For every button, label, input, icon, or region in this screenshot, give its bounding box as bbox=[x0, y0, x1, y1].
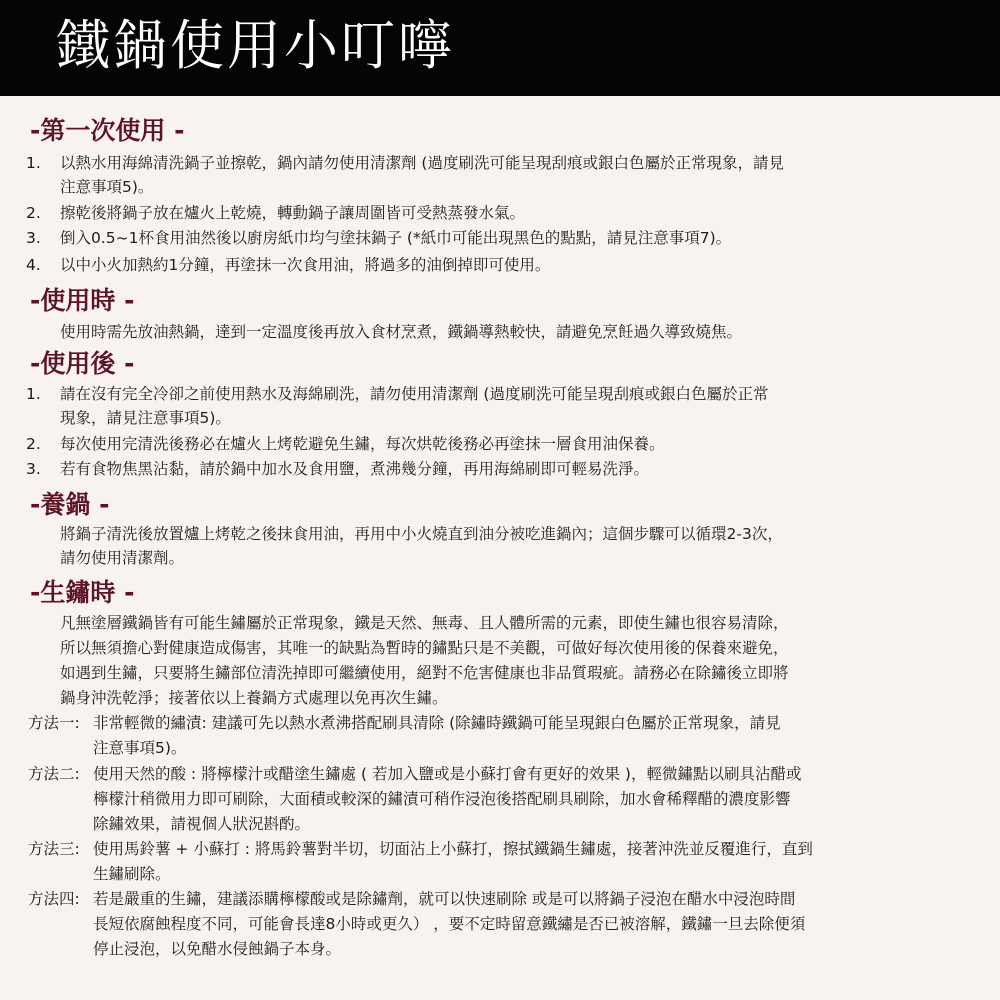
paragraph-line: 鍋身沖洗乾淨；接著依以上養鍋方式處理以免再次生鏽。 bbox=[60, 689, 448, 707]
list-item-text: 擦乾後將鍋子放在爐火上乾燒，轉動鍋子讓周圍皆可受熱蒸發水氣。 bbox=[60, 204, 526, 222]
paragraph-line: 所以無須擔心對健康造成傷害，其唯一的缺點為暫時的鏽點只是不美觀，可做好每次使用後的保養來避免， bbox=[60, 639, 789, 657]
list-number: 3. bbox=[26, 229, 41, 247]
method-text: 檸檬汁稍微用力即可刷除，大面積或較深的鏽漬可稍作浸泡後搭配刷具刷除，加水會稀釋醋的濃度影響 bbox=[93, 790, 791, 808]
list-number: 1. bbox=[26, 154, 41, 172]
section-heading-after-use: -使用後 - bbox=[30, 349, 135, 378]
page-title: 鐵鍋使用小叮嚀 bbox=[56, 14, 455, 77]
list-item-text: 每次使用完清洗後務必在爐火上烤乾避免生鏽，每次烘乾後務必再塗抹一層食用油保養。 bbox=[60, 435, 665, 453]
list-number: 1. bbox=[26, 385, 41, 403]
paragraph-line: 如遇到生鏽，只要將生鏽部位清洗掉即可繼續使用，絕對不危害健康也非品質瑕疵。請務必在除鏽後立即將 bbox=[60, 664, 789, 682]
method-label: 方法四: bbox=[28, 890, 80, 908]
list-item-text: 以熱水用海綿清洗鍋子並擦乾，鍋內請勿使用清潔劑 (過度刷洗可能呈現刮痕或銀白色屬於正常現象，請見 bbox=[60, 154, 784, 172]
method-text: 長短依腐蝕程度不同，可能會長達8小時或更久） ，要不定時留意鐵繡是否已被溶解，鐵鏽一旦去除便須 bbox=[93, 915, 806, 933]
method-text: 生鏽刷除。 bbox=[93, 865, 171, 883]
list-item-text: 注意事項5)。 bbox=[60, 178, 154, 196]
section-heading-during-use: -使用時 - bbox=[30, 286, 135, 315]
list-number: 3. bbox=[26, 460, 41, 478]
method-text: 除鏽效果，請視個人狀況斟酌。 bbox=[93, 815, 311, 833]
list-item-text: 倒入0.5~1杯食用油然後以廚房紙巾均勻塗抹鍋子 (*紙巾可能出現黑色的點點，請見注意事項7)。 bbox=[60, 229, 732, 247]
list-item-text: 若有食物焦黑沾黏，請於鍋中加水及食用鹽，煮沸幾分鐘，再用海綿刷即可輕易洗淨。 bbox=[60, 460, 650, 478]
list-number: 2. bbox=[26, 435, 41, 453]
list-number: 4. bbox=[26, 256, 41, 274]
method-text: 若是嚴重的生鏽，建議添購檸檬酸或是除鏽劑，就可以快速刷除 或是可以將鍋子浸泡在醋水中浸泡時間 bbox=[93, 890, 796, 908]
method-label: 方法一: bbox=[28, 714, 80, 732]
list-item-text: 現象，請見注意事項5)。 bbox=[60, 409, 231, 427]
section-heading-first-use: -第一次使用 - bbox=[30, 116, 185, 145]
paragraph-line: 凡無塗層鐵鍋皆有可能生鏽屬於正常現象，鐵是天然、無毒、且人體所需的元素，即使生鏽也很容易清除， bbox=[60, 614, 789, 632]
list-number: 2. bbox=[26, 204, 41, 222]
paragraph-line: 請勿使用清潔劑。 bbox=[60, 549, 185, 567]
method-text: 停止浸泡，以免醋水侵蝕鍋子本身。 bbox=[93, 940, 342, 958]
section-heading-seasoning: -養鍋 - bbox=[30, 490, 110, 519]
method-text: 使用馬鈴薯 + 小蘇打 : 將馬鈴薯對半切，切面沾上小蘇打，擦拭鐵鍋生鏽處，接著沖洗並反覆進行，直到 bbox=[93, 840, 813, 858]
list-item-text: 以中小火加熱約1分鐘，再塗抹一次食用油，將過多的油倒掉即可使用。 bbox=[60, 256, 551, 274]
method-text: 注意事項5)。 bbox=[93, 739, 187, 757]
method-text: 使用天然的酸 : 將檸檬汁或醋塗生鏽處 ( 若加入鹽或是小蘇打會有更好的效果 )，輕微鏽點以刷具沾醋或 bbox=[93, 765, 802, 783]
title-banner bbox=[0, 0, 1000, 96]
paragraph-line: 將鍋子清洗後放置爐上烤乾之後抹食用油，再用中小火燒直到油分被吃進鍋內；這個步驟可以循環2-3次， bbox=[60, 525, 783, 543]
method-text: 非常輕微的繡漬: 建議可先以熱水煮沸搭配刷具清除 (除鏽時鐵鍋可能呈現銀白色屬於正常現象，請見 bbox=[93, 714, 781, 732]
method-label: 方法二: bbox=[28, 765, 80, 783]
section-heading-rust: -生鏽時 - bbox=[30, 578, 135, 607]
method-label: 方法三: bbox=[28, 840, 80, 858]
paragraph-line: 使用時需先放油熱鍋，達到一定溫度後再放入食材烹煮，鐵鍋導熱較快，請避免烹飪過久導致燒焦。 bbox=[60, 323, 743, 341]
list-item-text: 請在沒有完全冷卻之前使用熱水及海綿刷洗，請勿使用清潔劑 (過度刷洗可能呈現刮痕或銀白色屬於正常 bbox=[60, 385, 769, 403]
